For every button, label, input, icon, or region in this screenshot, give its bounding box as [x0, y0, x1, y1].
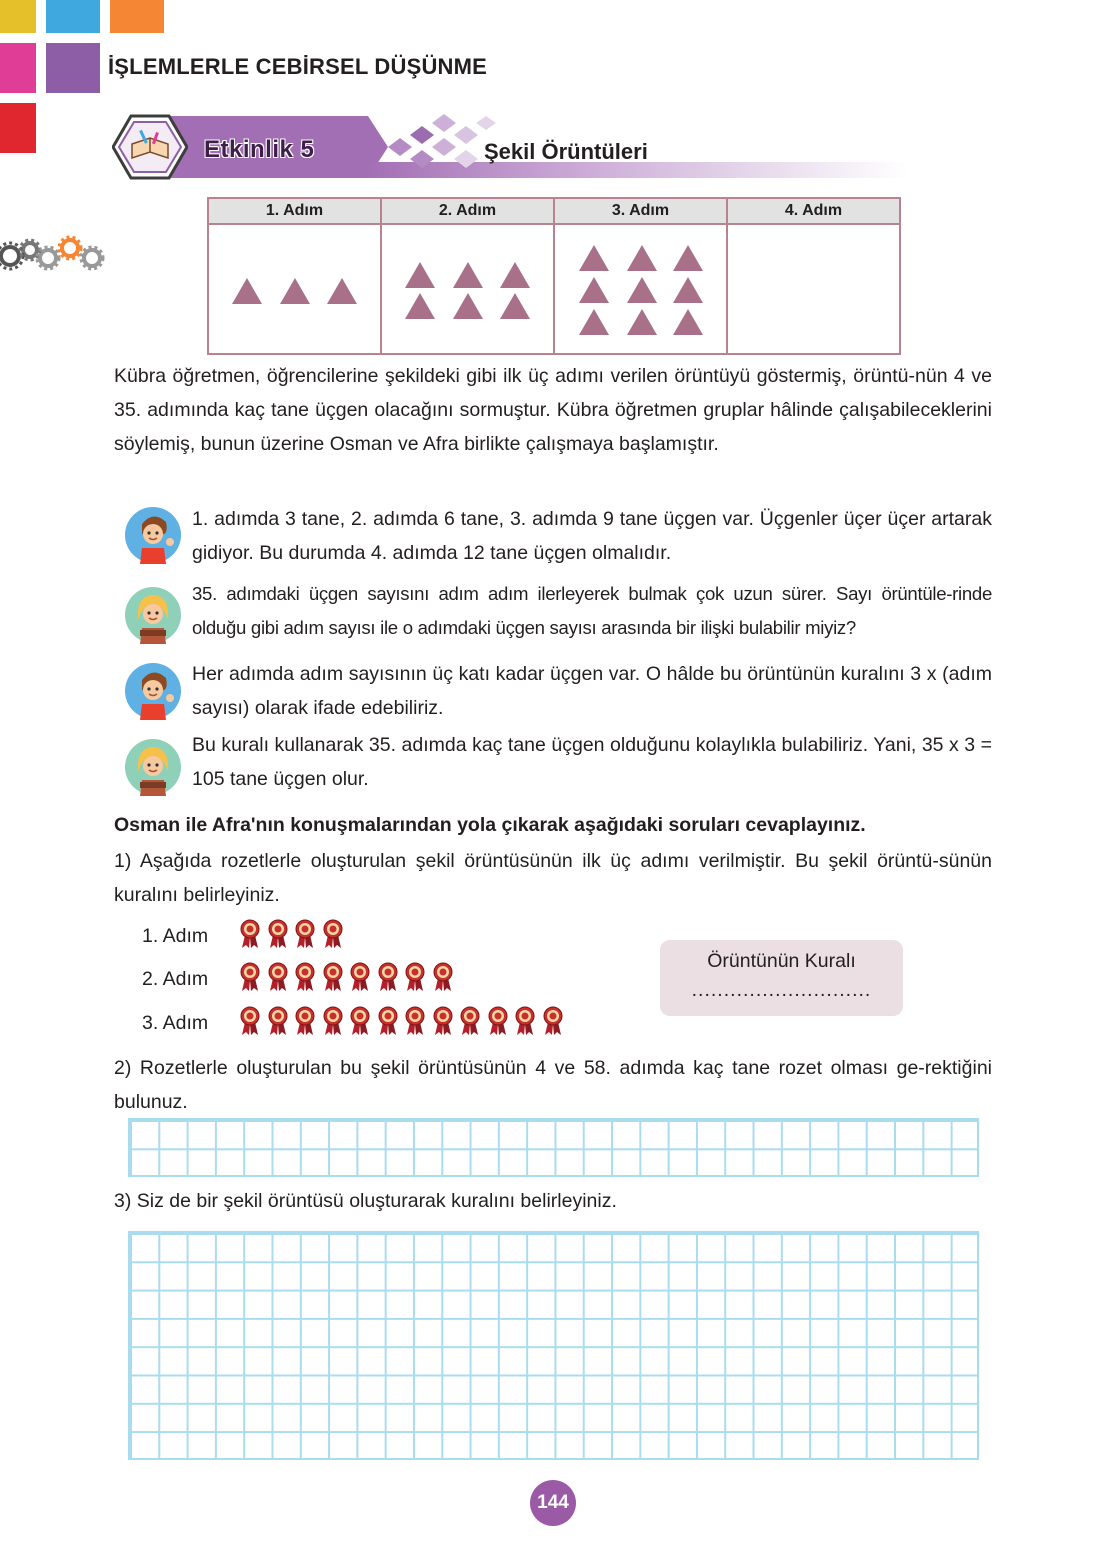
triangle-icon: [673, 309, 703, 335]
rosette-icon: [266, 919, 290, 949]
dialogue-text: Her adımda adım sayısının üç katı kadar üçgen var. O hâlde bu örüntünün kuralını 3 x (adım sayısı) olarak ifade edebiliriz.: [192, 663, 992, 719]
activity-title: Şekil Örüntüleri: [484, 139, 648, 164]
triangle-icon: [627, 309, 657, 335]
corner-square-purple: [46, 43, 100, 93]
step-header: 1. Adım: [208, 198, 381, 224]
triangle-icon: [579, 245, 609, 271]
triangle-icon: [453, 262, 483, 288]
triangle-icon: [280, 278, 310, 304]
triangle-icon: [500, 262, 530, 288]
answer-grid-2[interactable]: [128, 1118, 979, 1177]
rosette-icon: [376, 1006, 400, 1036]
rosette-icon: [293, 1006, 317, 1036]
rosette-row: [238, 919, 345, 949]
corner-square-blue: [46, 0, 100, 33]
triangle-icon: [405, 262, 435, 288]
triangle-icon: [579, 277, 609, 303]
triangle-icon: [453, 293, 483, 319]
page-number: 144: [530, 1480, 576, 1526]
rosette-icon: [238, 919, 262, 949]
rosette-step-label: 2. Adım: [142, 968, 209, 990]
rosette-icon: [541, 1006, 565, 1036]
triangle-icon: [579, 309, 609, 335]
question-3: 3) Siz de bir şekil örüntüsü oluşturarak kuralını belirleyiniz.: [114, 1190, 617, 1212]
dialogue-text: 1. adımda 3 tane, 2. adımda 6 tane, 3. adımda 9 tane üçgen var. Üçgenler üçer üçer artarak gidiyor. Bu durumda 4. adımda 12 tane üçgen olmalıdır.: [192, 508, 992, 564]
rule-box-blank[interactable]: ............................: [691, 979, 872, 1001]
gears-icon: [0, 232, 110, 280]
question-1: 1) Aşağıda rozetlerle oluşturulan şekil örüntüsünün ilk üç adımı verilmiştir. Bu şekil örüntü-sünün kuralını belirleyiniz.: [114, 850, 992, 906]
rosette-row: [238, 962, 455, 992]
corner-square-orange: [110, 0, 164, 33]
steps-table: [207, 197, 901, 355]
corner-square-pink: [0, 43, 36, 93]
triangle-icon: [500, 293, 530, 319]
triangle-icon: [405, 293, 435, 319]
dialogue-text: 35. adımdaki üçgen sayısını adım adım ilerleyerek bulmak çok uzun sürer. Sayı örüntüle-rinde olduğu gibi adım sayısı ile o adımdaki üçgen sayısı arasında bir ilişki bulabilir miyiz?: [192, 583, 992, 638]
corner-square-yellow: [0, 0, 36, 33]
rosette-step-label: 1. Adım: [142, 925, 209, 947]
intro-paragraph: Kübra öğretmen, öğrencilerine şekildeki gibi ilk üç adımı verilen örüntüyü göstermiş, örüntü-nün 4 ve 35. adımında kaç tane üçgen olacağını sormuştur. Kübra öğretmen gruplar hâlinde çalışabileceklerini söylemiş, bunun üzerine Osman ve Afra birlikte çalışmaya başlamıştır.: [114, 365, 992, 455]
rosette-icon: [486, 1006, 510, 1036]
rosette-icon: [376, 962, 400, 992]
rosette-icon: [293, 962, 317, 992]
step-cell-1: [208, 224, 381, 354]
triangle-icon: [232, 278, 262, 304]
rosette-icon: [513, 1006, 537, 1036]
rosette-icon: [321, 919, 345, 949]
triangle-icon: [627, 277, 657, 303]
rosette-icon: [348, 962, 372, 992]
rosette-icon: [321, 962, 345, 992]
rosette-icon: [266, 1006, 290, 1036]
step-cell-2: [381, 224, 554, 354]
rosette-icon: [321, 1006, 345, 1036]
rosette-icon: [431, 962, 455, 992]
boy-avatar-icon: [124, 506, 182, 564]
triangle-icon: [327, 278, 357, 304]
rosette-icon: [238, 962, 262, 992]
rosette-icon: [238, 1006, 262, 1036]
rosette-icon: [293, 919, 317, 949]
activity-label: Etkinlik 5: [204, 136, 315, 163]
triangle-icon: [673, 245, 703, 271]
rosette-icon: [458, 1006, 482, 1036]
rosette-icon: [266, 962, 290, 992]
rosette-icon: [348, 1006, 372, 1036]
rosette-row: [238, 1006, 565, 1036]
unit-title: İŞLEMLERLE CEBİRSEL DÜŞÜNME: [108, 54, 488, 79]
triangle-icon: [627, 245, 657, 271]
instruction: Osman ile Afra'nın konuşmalarından yola çıkarak aşağıdaki soruları cevaplayınız.: [114, 814, 866, 836]
step-header: 3. Adım: [554, 198, 727, 224]
corner-square-red: [0, 103, 36, 153]
book-icon: [112, 114, 188, 180]
girl-avatar-icon: [124, 586, 182, 644]
rule-box-title: Örüntünün Kuralı: [707, 950, 856, 972]
triangle-icon: [673, 277, 703, 303]
rosette-icon: [431, 1006, 455, 1036]
step-cell-3: [554, 224, 727, 354]
boy-avatar-icon: [124, 662, 182, 720]
rosette-step-label: 3. Adım: [142, 1012, 209, 1034]
rosette-icon: [403, 1006, 427, 1036]
step-header: 2. Adım: [381, 198, 554, 224]
answer-grid-3[interactable]: [128, 1231, 979, 1460]
step-header: 4. Adım: [727, 198, 900, 224]
rule-box[interactable]: [660, 940, 903, 1016]
dialogue-text: Bu kuralı kullanarak 35. adımda kaç tane üçgen olduğunu kolaylıkla bulabiliriz. Yani, 35 x 3 = 105 tane üçgen olur.: [192, 734, 992, 790]
rosette-icon: [403, 962, 427, 992]
question-2: 2) Rozetlerle oluşturulan bu şekil örüntüsünün 4 ve 58. adımda kaç tane rozet olması ge-rektiğini bulunuz.: [114, 1057, 992, 1113]
step-cell-4[interactable]: [727, 224, 900, 354]
girl-avatar-icon: [124, 738, 182, 796]
